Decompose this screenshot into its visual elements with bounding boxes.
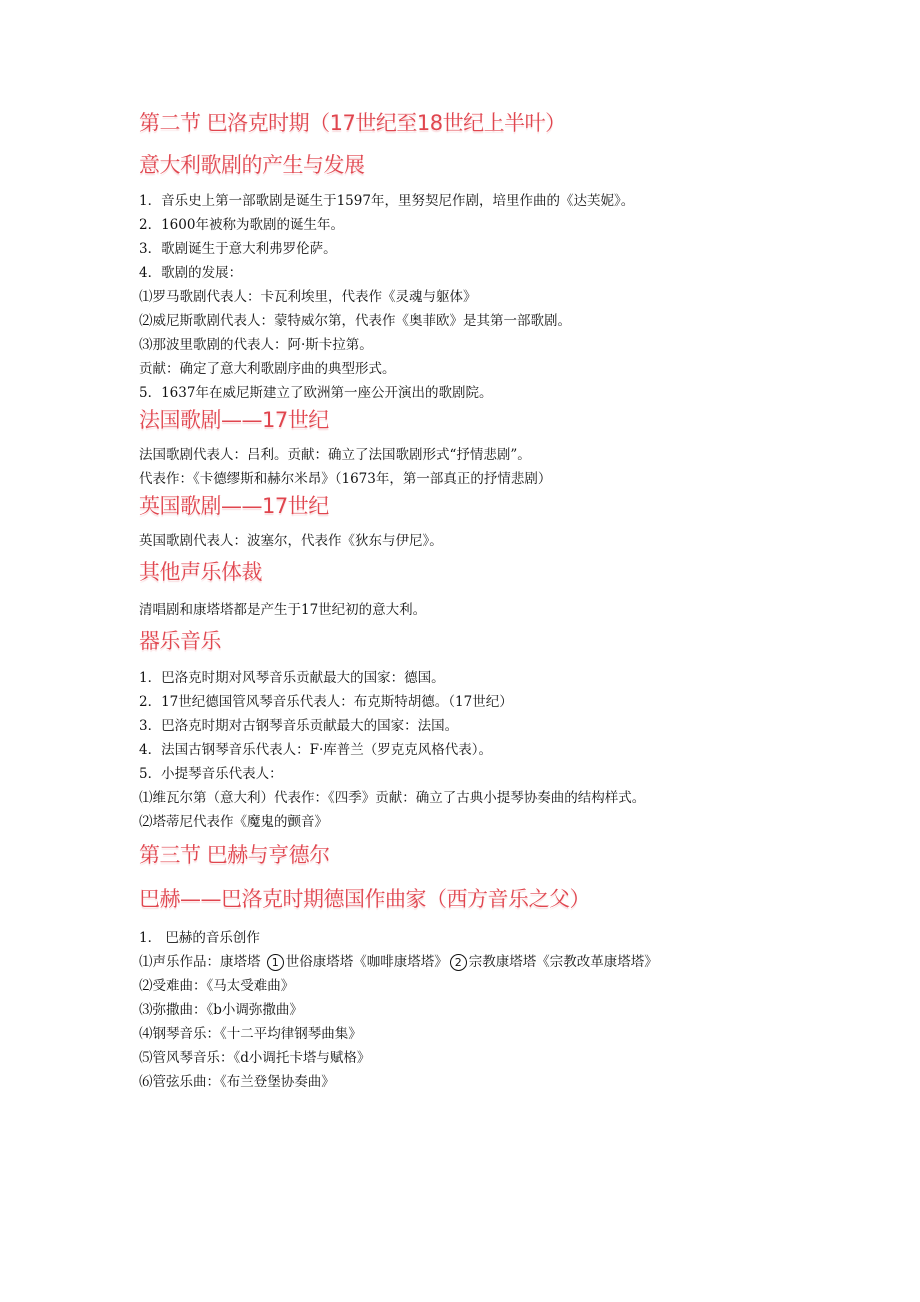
text-line: 1．巴洛克时期对风琴音乐贡献最大的国家：德国。 xyxy=(139,670,445,686)
text-line: 3．歌剧诞生于意大利弗罗伦萨。 xyxy=(139,241,337,257)
text-line: ⑴罗马歌剧代表人：卡瓦利埃里，代表作《灵魂与躯体》 xyxy=(139,289,477,305)
text-line: ⑹管弦乐曲：《布兰登堡协奏曲》 xyxy=(139,1074,335,1090)
text-line: 4．法国古钢琴音乐代表人：F·库普兰（罗克克风格代表）。 xyxy=(139,742,492,758)
english-opera-heading: 英国歌剧——17世纪 xyxy=(139,494,329,518)
french-opera-heading: 法国歌剧——17世纪 xyxy=(139,408,329,432)
text-line: 3．巴洛克时期对古钢琴音乐贡献最大的国家：法国。 xyxy=(139,718,459,734)
french-opera-list xyxy=(139,443,879,491)
section-3-title: 第三节 巴赫与亨德尔 xyxy=(139,843,330,867)
text-line: 1． 巴赫的音乐创作 xyxy=(139,930,260,946)
italian-opera-heading: 意大利歌剧的产生与发展 xyxy=(139,153,365,177)
italian-opera-list xyxy=(139,189,879,405)
text-line: 5．小提琴音乐代表人： xyxy=(139,766,283,782)
english-opera-list xyxy=(139,529,879,553)
circled-number-2: 2 xyxy=(450,954,467,971)
other-vocal-heading: 其他声乐体裁 xyxy=(139,560,262,584)
text-line: 4．歌剧的发展： xyxy=(139,265,243,281)
text-line: ⑴维瓦尔第（意大利）代表作：《四季》贡献：确立了古典小提琴协奏曲的结构样式。 xyxy=(139,790,646,806)
bach-list xyxy=(139,926,879,1094)
text-line: 2．1600年被称为歌剧的诞生年。 xyxy=(139,217,344,233)
bach-heading: 巴赫——巴洛克时期德国作曲家（西方音乐之父） xyxy=(139,887,590,911)
text-line: 法国歌剧代表人：吕利。贡献：确立了法国歌剧形式“抒情悲剧”。 xyxy=(139,447,531,463)
text-line: ⑵受难曲：《马太受难曲》 xyxy=(139,978,295,994)
text-line: ⑸管风琴音乐：《d小调托卡塔与赋格》 xyxy=(139,1050,371,1066)
instrumental-list xyxy=(139,666,879,834)
text-line: 贡献：确定了意大利歌剧序曲的典型形式。 xyxy=(139,361,396,377)
text-line: ⑷钢琴音乐：《十二平均律钢琴曲集》 xyxy=(139,1026,362,1042)
vocal-works-prefix: ⑴声乐作品：康塔塔 xyxy=(139,954,265,970)
text-line: ⑵塔蒂尼代表作《魔鬼的颤音》 xyxy=(139,814,328,830)
text-line: 英国歌剧代表人：波塞尔，代表作《狄东与伊尼》。 xyxy=(139,533,443,549)
text-line: 5．1637年在威尼斯建立了欧洲第一座公开演出的歌剧院。 xyxy=(139,385,493,401)
instrumental-heading: 器乐音乐 xyxy=(139,629,221,653)
text-line: 清唱剧和康塔塔都是产生于17世纪初的意大利。 xyxy=(139,602,427,618)
vocal-works-line xyxy=(139,950,879,974)
circled-number-1: 1 xyxy=(267,954,284,971)
text-line: 1．音乐史上第一部歌剧是诞生于1597年，里努契尼作剧，培里作曲的《达芙妮》。 xyxy=(139,193,635,209)
text-line: 2．17世纪德国管风琴音乐代表人：布克斯特胡德。（17世纪） xyxy=(139,694,513,710)
text-line: ⑶那波里歌剧的代表人：阿·斯卡拉第。 xyxy=(139,337,373,353)
text-line: 代表作：《卡德缪斯和赫尔米昂》（1673年，第一部真正的抒情悲剧） xyxy=(139,471,552,487)
document-page xyxy=(139,108,879,1094)
text-line: ⑶弥撒曲：《b小调弥撒曲》 xyxy=(139,1002,303,1018)
section-2-title: 第二节 巴洛克时期（17世纪至18世纪上半叶） xyxy=(139,111,566,135)
other-vocal-list xyxy=(139,598,879,622)
vocal-works-part-2: 宗教康塔塔《宗教改革康塔塔》 xyxy=(468,954,658,970)
text-line: ⑵威尼斯歌剧代表人：蒙特威尔第，代表作《奥菲欧》是其第一部歌剧。 xyxy=(139,313,571,329)
vocal-works-part-1: 世俗康塔塔《咖啡康塔塔》 xyxy=(285,954,448,970)
